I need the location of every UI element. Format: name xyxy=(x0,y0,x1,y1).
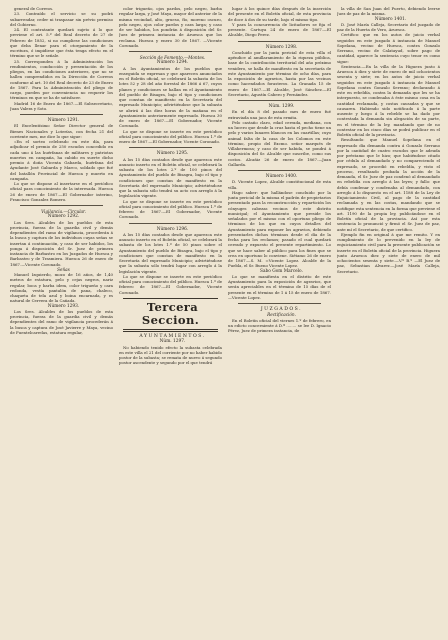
notice-number: Número 1293. xyxy=(47,303,80,309)
paragraph: Hago saber: que hallándose concluido por la junta pericial de la misma el padrón de propietarios presentado para la reconstrucción y repartición los cónyuges cabezas vecinos de este distrito municipal; el Ayuntamiento que preside los señalados por el mismo con el oportuno pliego de términos de los que en cuyos detalles del Ayuntamiento para exponer los agravios, debiendo presentarles dichos términos desde el día de la fecha para los reclamos; pasado el cual quedará cerrado y expuesto el presente repartimiento. Lo que se hace saber al público para los fines que se crea en oportuno lo conviene. Siétamo 26 de enero de 1867.—S. M. =Vicente Lopez. Alcalde de la Puebla, el Sr. Bueno Vicente Lopez. xyxy=(228,189,331,269)
paragraph: A los 15 días contados desde que aparezca este anuncio inserto en el Boletín oficial, se celebrará la subasta de los lotes 1.º de 50 pinos sobre el Ayuntamiento del pueblo de Bisagra, bajo el tipo y condiciones que constan de manifiesto en la Secretaría del expresado Municipio; advirtiéndose que la subasta sólo tendrá lugar con arreglo á la legislación vigente. xyxy=(119,231,222,274)
paragraph: 24. El contratante quedará sujeto á lo que previene el art. 5.º del Real decreto de 27 de Febrero de 1852, si no cumpliese las condiciones que deba llenar para el otorgamiento de la escritura, ó impidiese que ésta tenga efecto en el término que se le señale. xyxy=(10,27,113,59)
section-divider xyxy=(20,205,103,206)
notice-number: Núm. 1297. xyxy=(159,339,186,345)
section-divider xyxy=(238,303,321,304)
notice-number: Número 1400. xyxy=(265,174,298,179)
notice-number: Número 1298. xyxy=(265,44,298,50)
column-1 xyxy=(10,6,113,634)
paragraph: Pelo castaño claro, edad cerrada, mediana, con un lucero que desde la cruz hasta el pecho tiene un pelo y varios lunares blancos en las cuartillas; cuyo animal falta de la casa de los Colomos en este término, propio del Excmo. señor marqués de Villahermosa; y caso de ser habida, se pondrá á disposición del Sr. Alcalde que suscribe, como sus costos. Alcañiz 26 de enero de 1867.—Juan Gallarda. xyxy=(228,119,331,167)
notice-number: Número 1294. xyxy=(156,60,189,66)
paragraph: A los 15 días contados desde que aparezca este anuncio inserto en el Boletín oficial, se celebrará la subasta de los lotes 2.º de 100 pinos del Ayuntamiento del pueblo de Bisagra, bajo el tipo y condiciones que constan de manifiesto en la Secretaría del expresado Municipio; advirtiéndose que la subasta sólo tendrá su acto con arreglo á la legislación vigente. xyxy=(119,156,222,199)
section-heading: JUZGADOS. xyxy=(260,307,303,312)
notice-number: Núm. 1299. xyxy=(268,104,295,109)
paragraph: En el día 8 del pasado mes de enero fué extraviada una jaca de esta ermita. xyxy=(228,109,331,120)
paragraph: Lo que se dispone al insertarse en el periódico oficial para conocimiento de la interesada. Huesca 26 de enero de 1867.—El Gobernador interino, Francisco Gonzalez Romero. xyxy=(10,181,113,202)
notice-number: Número 1292. xyxy=(47,214,80,220)
paragraph: D. Vicente Lopez, Alcalde constitucional de esta villa. xyxy=(228,179,331,190)
paragraph: «En el sorteo celebrado en este día, para adjudicar el premio de 250 escudos concedido en cada uno á las huérfanas de militares y patriotas muertos en campaña, ha cabido en suerte dicho premio á doña Vicenta Gabarda, huérfana del Ayudante José Gabarda y Marco, soldado que fué del batallón Provincial de Huesca y muerto en campaña. xyxy=(10,139,113,181)
section-divider xyxy=(129,223,212,224)
paragraph: Lo que se dispone se inserte en este periódico oficial para conocimiento del público. Huesca 1.º de enero de 1867.—El Gobernador, Vicente Coronado. xyxy=(119,128,222,144)
paragraph: general de Correos. xyxy=(14,6,54,11)
column-3 xyxy=(228,6,331,634)
paragraph: El Excelentísimo Señor Director general de Bienes Nacionales y Loterías, con fecha 21 del corriente mes, me dice lo que sigue: xyxy=(10,123,113,139)
notice-subheading: Sección de Fomento.—Montes. xyxy=(139,55,206,60)
paragraph: Los Sres. Alcaldes de los pueblos de esta provincia, fuerza de la guardia civil y demás dependientes del ramo de vigilancia, procederán á la busca y captura de los individuos cuyas señas se insertan á continuación, y caso de ser habidos, los ponga á disposición del Sr. Juez de primera instancia de Barbastro en los Juzgados de Huesca y Barbastro y de Trasmiera. Huesca 26 de enero de 1867.—Vicente Coronado. xyxy=(10,219,113,267)
paragraph: En el Boletín oficial del viernes 1.º de febrero, en un edicto concerniente á D.ª ........ se lee D. Ignacio Pérez, Juez de primera instancia, de xyxy=(228,317,331,333)
paragraph: lugar á los quince días después de la inserción del presente en el Boletín oficial, de esta provincia de doce á dos de su tarde, bajo el mismo tipo. xyxy=(228,6,331,22)
notice-subheading: Vigilancia.—Circular. xyxy=(41,209,86,214)
paragraph: Y para la concurrencia de licitadores se fija el presente. Cartuya 24 de enero de 1867.—El Alcalde, Diego Perez. xyxy=(228,21,331,38)
notice-number: Sabo Gom Marcelo. xyxy=(260,268,303,274)
paragraph: Lo que se dispone se inserte en este periódico oficial para conocimiento del público. Huesca 1.º de febrero de 1867.—El Gobernador, Vicente Coronado. xyxy=(119,198,222,220)
section-title: Tercera Seccion. xyxy=(141,299,200,327)
paragraph: A los Ayuntamientos de los pueblos que enseguida se expresan y que aparecen anunciados en el Boletín oficial, se celebrará la subasta de los lotes 52 y 28 del año forestal de 1866 á 67, cuyos planes y condiciones se hallan en el Ayuntamiento del pueblo de Bisagra, bajo el tipo y condiciones que constan de manifiesto en la Secretaría del expresado Municipio; advirtiéndose que la subasta se abrirá á las diez horas de la mañana en el Ayuntamiento anteriormente expresado. Huesca 30 de enero de 1867.—El Gobernador, Vicente Coronado. xyxy=(119,65,222,129)
section-divider xyxy=(238,41,321,42)
section-divider xyxy=(20,114,103,115)
section-heading: AYUNTAMIENTOS. xyxy=(139,334,206,340)
paragraph: Manuel Izquierdo, mozo de 16 años, de 1,40 metros de estatura, pelo y cejas negros, nariz regular, boca y barba idem, color trigueño y cara redonda, vestía pantalón de pana, chaleco, chaqueta de tela azul y boina encarnada, y es natural de Cervera de la Cañada. xyxy=(10,272,113,304)
notice-subheading: Señas xyxy=(57,266,70,272)
paragraph: D. José María Calleja, Secretario del juzgado de paz de la Huerta de Vero, Aruesca. xyxy=(337,21,440,32)
paragraph: Los Sres. Alcaldes de los pueblos de esta provincia, fuerza de la guardia civil y demás dependientes del ramo de vigilancia procederán á la busca y captura de José Javierre y Maya, vecino de Fuentelcarrelas, estatura regular, xyxy=(10,308,113,335)
notice-number: Número 1296. xyxy=(156,226,189,232)
paragraph: Madrid 16 de Enero de 1867.—El Subsecretario, Juan Valera y Soto. xyxy=(10,100,113,111)
paragraph: Resultando: que Manuel Sopelana en el expresado día demanda contra á Gonzalo Serrano por la cantidad de cuatro escudos que le adeuda por préstamo que le hizo; que habiéndose citado por cédula al demandado y no compareciendo el expresado, se procedió en rebeldía, y visto el proceso, resultando probada la acción de la demanda, el Sr. Juez de paz condenó al demandado en rebeldía con arreglo á las leyes; y fallo: que debía condenar y condenaba al demandado, con arreglo á lo dispuesto en el art. 1188 de la Ley de Enjuiciamiento Civil, al pago de la cantidad reclamada y en las costas, mandando que se notifique esta sentencia en la forma que previene el art. 1190 de la propia ley, publicándose en el Boletín oficial de la provincia. Así por esta sentencia lo pronunció y firmó el Sr. Juez de paz, ante mí el Secretario, de que certifico. xyxy=(337,137,440,232)
paragraph: Lo que se dispone se inserte en este periódico oficial para conocimiento del público. Huesca 1.º de febrero de 1867.—El Gobernador, Vicente Coronado. xyxy=(119,273,222,295)
paragraph: Sentencia.—En la villa de la Higuera junto á Aruesca á diez y siete de enero de mil ochocientos sesenta y siete; en los autos de juicio verbal seguidos en este juzgado á instancia de Manuel Sopelana contra Gonzalo Serrano; declarando á este en rebeldía, contra la demanda que les se ha interpuesto, se condenaba á éste mismo cosa en la cantidad reclamada, y costas causadas y que se causaren. Habiendo sido notificado á la parte ausente y luego á la rebelde se ha dado por contestada la demanda sin alegación de su parte, en el término de la ley, mandando que de no contestar en los cinco días se podrá publicar en el Boletín oficial de la provincia. xyxy=(337,63,440,137)
section-divider xyxy=(129,51,212,52)
paragraph: Lo que se manifiesta en el distrito de este Ayuntamiento para la exposición de agravios, que serán apreciables en el término de 15 días de el presente en el término de 1 á 15 de enero de 1867.—Vicente Lopez. xyxy=(228,273,331,300)
section-divider xyxy=(123,298,218,299)
column-2 xyxy=(119,6,222,634)
paragraph: No habiendo tenido efecto la subasta celebrada en este villa el 21 del corriente por no haber habido postor de la subasta; se remata de nuevo á segundo postor ascendente y segundo por el que tendrá xyxy=(119,344,222,366)
paragraph: Certifico: que en los autos de juicio verbal seguidos en este juzgado á instancia de Manuel Sopelana, vecino de Huesca, contra Gonzalo Serrano, vecino de Calatayud, sobre pago de cantidad, aparece la sentencia cuyo tenor es como sigue: xyxy=(337,32,440,64)
notice-number: Número 1295. xyxy=(156,151,189,157)
section-divider xyxy=(238,100,321,101)
notice-number: Número 1291. xyxy=(47,118,80,123)
section-divider xyxy=(238,170,321,171)
notice-subheading: Rectificación. xyxy=(267,312,296,318)
notice-number: Número 1401. xyxy=(374,16,407,22)
paragraph: Ejemplo fin en original á que me remito. Y en cumplimiento de lo prevenido en la ley de enjuiciamiento civil para la presente publicación se inserte en el Boletín oficial de la provincia. Higuera junto Aruesca diez y siete de enero de mil ochocientos sesenta y siete.—V.º B.º —El Juez de paz, Sebastian Alvarez.—José María Calleja, Secretario. xyxy=(337,231,440,274)
paragraph: 23. Contraído el servicio se su podrá subarrendar, ceder ni traspasar sin prévio permiso del Gobierno. xyxy=(10,11,113,27)
paragraph: la villa de San Juan del Puerto, debiendo leerse Juez de paz de la misma. xyxy=(337,6,440,17)
double-divider xyxy=(123,329,218,332)
column-4 xyxy=(337,6,440,634)
paragraph: color trigueño, ojos pardos, pelo negro, barba regular larga, y José Maya, mayor del anterior de la misma vecindad, alto, grueso, fío, moreno oscuro, pelo negro, ojos color pardos y cara larga; y caso de ser habidos, los pondrán á disposición del Sr. Juez de primera instancia de Aruesca que los reclama. Huesca y enero 30 de 1867. —Vicente Coronado. xyxy=(119,6,222,48)
paragraph: 25. Corresponden á la Administración los rendimientos, conducción y presentación de los pliegos, en las condiciones anteriores, que no se hallen comprendidos en la Dirección de Correos conforme al art. 10 del Real decreto de 23 de Enero de 1867. Para la Administración del pliego de cargo, pueden por conveniencia no requerir los términos en que se ha de satisfacer. xyxy=(10,58,113,101)
section-divider xyxy=(129,147,212,148)
paragraph: Concluido por la junta pericial de esta villa el apéndice al amillaramiento de la riqueza pública, base de la contribución territorial del año próximo venidero, se halla de manifiesto en la secretaría de este Ayuntamiento por término de ocho días, para la exposición de agravios, hasta por las vecinos como hacendados forasteros. La Granada 15 de enero de 1867.—El Alcalde, José Sánchez.—El Secretario, Agustín Cabero y Fernández. xyxy=(228,49,331,97)
